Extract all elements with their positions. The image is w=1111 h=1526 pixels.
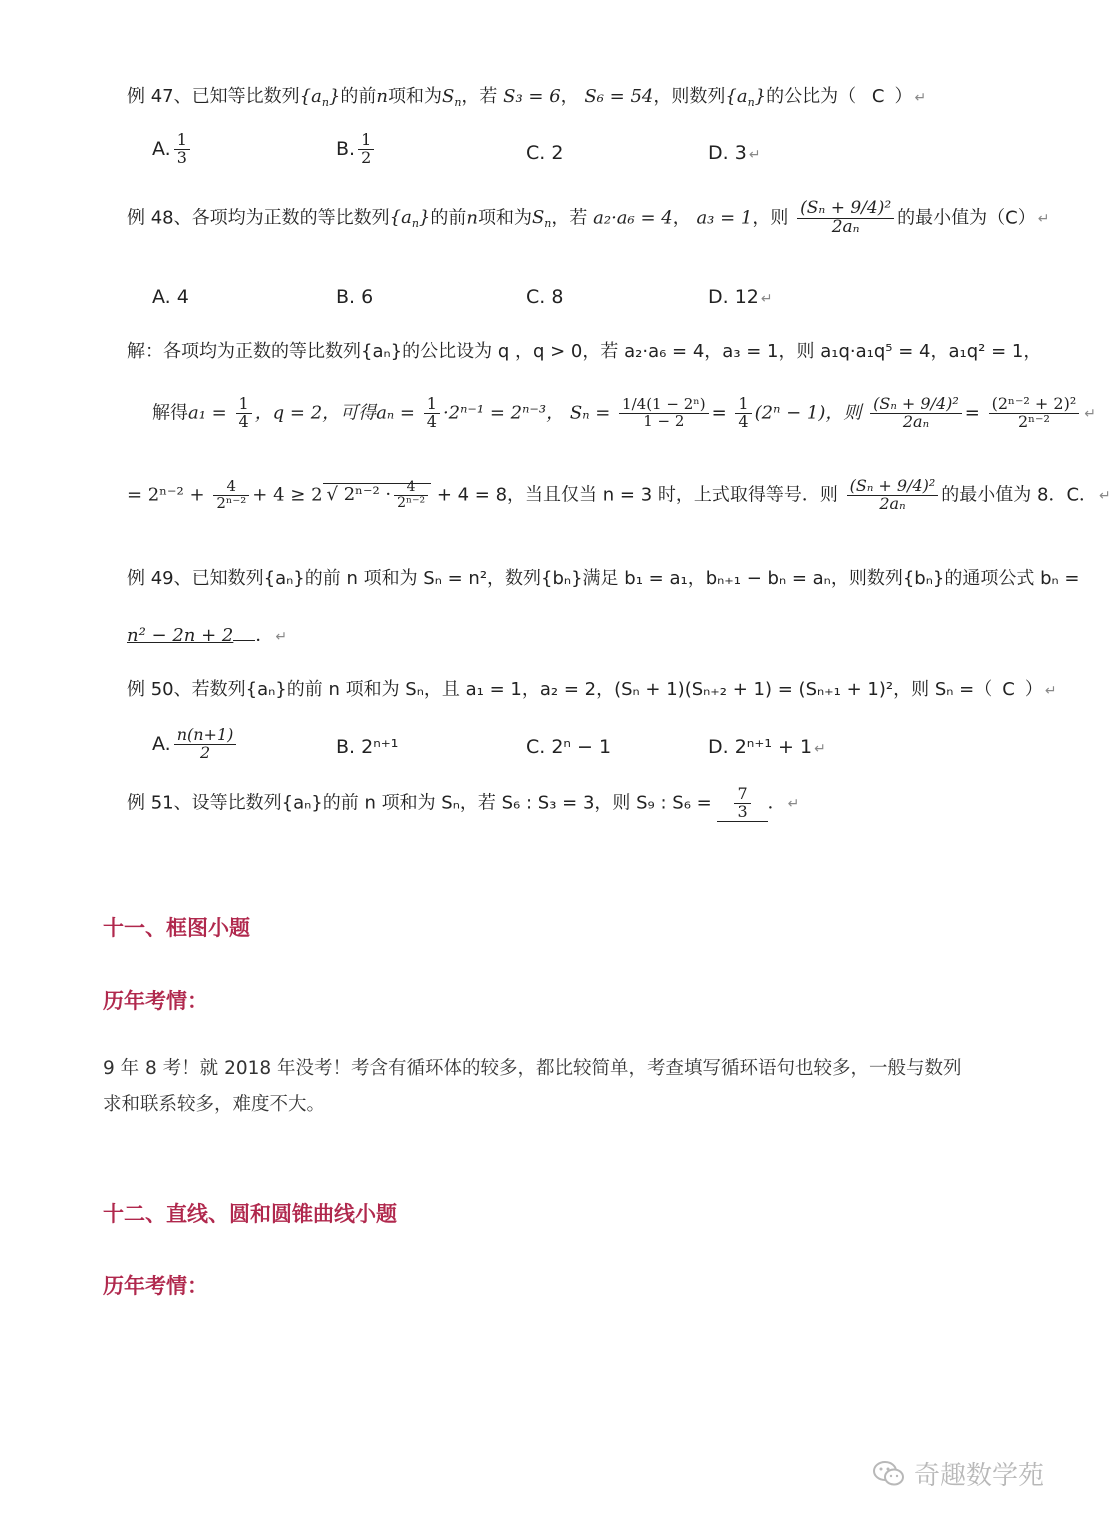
ex50-option-b: B. 2ⁿ⁺¹ <box>336 736 399 758</box>
ex47-option-b: B. $\frac{1}{2}$ <box>336 132 377 167</box>
solution-line-1: 解：各项均为正数的等比数列{aₙ}的公比设为 q ，q > 0，若 a₂·a₆ = 4，a₃ = 1，则 a₁q·a₁q⁵ = 4，a₁q² = 1， <box>127 341 1042 362</box>
pilcrow-mark: ↵ <box>1044 683 1057 699</box>
watermark-text: 奇趣数学苑 <box>913 1461 1044 1491</box>
pilcrow-mark: ↵ <box>1037 211 1050 228</box>
pilcrow-mark: ↵ <box>275 629 288 645</box>
ex50-question: 例 50、若数列{aₙ}的前 n 项和为 Sₙ，且 a₁ = 1，a₂ = 2，(Sₙ + 1)(Sₙ₊₂ + 1) = (Sₙ₊₁ + 1)²，则 Sₙ =（ C ） ↵ <box>127 679 1057 700</box>
ex47-question: 例 47、已知等比数列$\{a_n\}$的前n项和为$S_n$，若 S₃ = 6， S₆ = 54，则数列$\{a_n\}$的公比为（ C ） ↵ <box>127 86 927 109</box>
pilcrow-mark: ↵ <box>814 741 826 757</box>
ex47-option-a: A. $\frac{1}{3}$ <box>152 132 193 167</box>
ex50-option-a: A. $\frac{n(n+1)}{2}$ <box>152 727 239 762</box>
ex48-option-d: D. 12 ↵ <box>708 286 773 308</box>
wechat-icon <box>872 1459 906 1489</box>
ex47-option-c: C. 2 <box>526 142 564 164</box>
pilcrow-mark: ↵ <box>748 147 761 163</box>
section-11-body: 9 年 8 考！就 2018 年没考！考含有循环体的较多，都比较简单，考查填写循环语句也较多，一般与数列求和联系较多，难度不大。 <box>103 1058 962 1115</box>
section-12-subtitle: 历年考情： <box>103 1274 208 1298</box>
solution-line-3: = 2ⁿ⁻² + $\frac{4}{\text{2ⁿ⁻²}}$ + 4 ≥ 2 √ 2ⁿ⁻² · $\frac{4}{\text{2ⁿ⁻²}}$ + 4 = 8，当且仅当 n = 3 时，上式取得等号．则 $\frac{\text{(Sₙ + 9/4)²}}{\text{2aₙ}}$ 的最小值为 8．C． ↵ <box>127 476 1111 513</box>
solution-line-2: 解得a₁ = $\frac{1}{4}$ ，q = 2，可得aₙ = $\frac{1}{4}$ ·2ⁿ⁻¹ = 2ⁿ⁻³， Sₙ = $\frac{\text{1/4(1 − 2ⁿ)}}{1 - 2}$ = $\frac{1}{4}$ (2ⁿ − 1)，则 $\frac{\text{(Sₙ + 9/4)²}}{\text{2aₙ}}$ = $\frac{\text{(2ⁿ⁻² + 2)²}}{\text{2ⁿ⁻²}}$ ↵ <box>152 394 1096 431</box>
pilcrow-mark: ↵ <box>1099 488 1111 505</box>
ex48-option-b: B. 6 <box>336 286 374 308</box>
ex49-answer: n² − 2n + 2 ． ↵ <box>127 625 288 646</box>
ex50-option-d: D. 2ⁿ⁺¹ + 1 ↵ <box>708 736 826 758</box>
ex48-option-a: A. 4 <box>152 286 189 308</box>
ex51-question: 例 51、设等比数列{aₙ}的前 n 项和为 Sₙ，若 S₆ : S₃ = 3，则 S₉ : S₆ = $\frac{7}{3}$ ． ↵ <box>127 784 800 821</box>
ex49-question: 例 49、已知数列{aₙ}的前 n 项和为 Sₙ = n²，数列{bₙ}满足 b₁ = a₁，bₙ₊₁ − bₙ = aₙ，则数列{bₙ}的通项公式 bₙ = <box>127 568 1080 589</box>
ex47-option-d: D. 3 ↵ <box>708 142 761 164</box>
ex48-question: 例 48、各项均为正数的等比数列$\{a_n\}$的前n项和为$S_n$，若 a₂·a₆ = 4， a₃ = 1，则 $\frac{\text{(Sₙ + 9/4)²}}{\text{2aₙ}}$ 的最小值为（C） ↵ <box>127 198 1050 237</box>
section-11-subtitle: 历年考情： <box>103 989 208 1013</box>
pilcrow-mark: ↵ <box>787 796 800 813</box>
pilcrow-mark: ↵ <box>914 90 927 106</box>
section-12-title: 十二、直线、圆和圆锥曲线小题 <box>103 1202 397 1226</box>
ex50-answer: C <box>1002 679 1015 700</box>
watermark <box>872 1455 1044 1492</box>
section-11-title: 十一、框图小题 <box>103 916 250 940</box>
pilcrow-mark: ↵ <box>1084 406 1096 423</box>
ex50-option-c: C. 2ⁿ − 1 <box>526 736 612 758</box>
ex47-answer: C <box>871 86 885 107</box>
pilcrow-mark: ↵ <box>760 291 773 307</box>
ex48-option-c: C. 8 <box>526 286 564 308</box>
